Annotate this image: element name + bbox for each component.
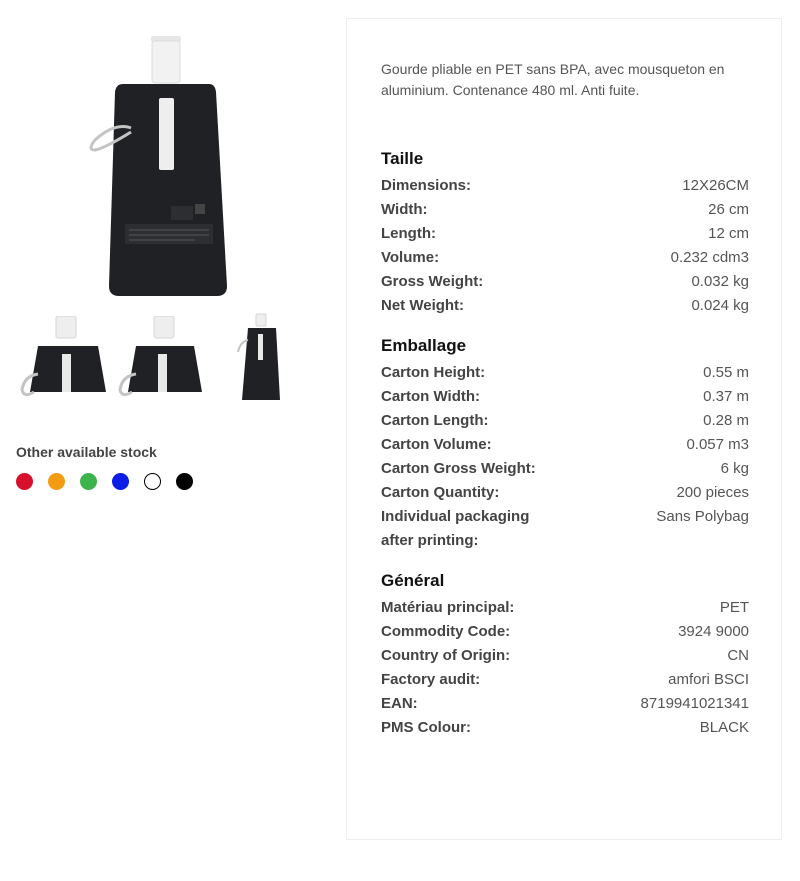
- spec-row: [381, 620, 749, 644]
- spec-value: 12 cm: [708, 225, 749, 242]
- swatch-orange[interactable]: [48, 473, 65, 490]
- spec-row: [381, 174, 749, 198]
- thumbnail-full[interactable]: [234, 312, 286, 404]
- spec-row: [381, 409, 749, 433]
- spec-label: Carton Quantity:: [381, 484, 500, 501]
- spec-value: 0.024 kg: [691, 297, 749, 314]
- spec-label: Carton Length:: [381, 412, 489, 429]
- spec-row: [381, 596, 749, 620]
- thumbnail-front[interactable]: [16, 316, 108, 400]
- spec-label: Carton Gross Weight:: [381, 460, 536, 477]
- spec-label: Commodity Code:: [381, 623, 511, 640]
- spec-label: Carton Width:: [381, 388, 481, 405]
- section-general: [381, 570, 749, 740]
- spec-row: [381, 481, 749, 505]
- spec-row: [381, 361, 749, 385]
- swatch-blue[interactable]: [112, 473, 129, 490]
- spec-value: 0.37 m: [703, 388, 749, 405]
- spec-row: [381, 692, 749, 716]
- spec-row: [381, 198, 749, 222]
- spec-label: Net Weight:: [381, 297, 465, 314]
- spec-value: 6 kg: [720, 460, 749, 477]
- spec-label: Country of Origin:: [381, 647, 511, 664]
- main-product-image: [85, 36, 235, 298]
- spec-label: Volume:: [381, 249, 440, 266]
- spec-value: 8719941021341: [640, 695, 749, 712]
- spec-value: 0.55 m: [703, 364, 749, 381]
- spec-value: CN: [727, 647, 749, 664]
- spec-value: PET: [719, 599, 749, 616]
- spec-row: [381, 433, 749, 457]
- spec-label: PMS Colour:: [381, 719, 471, 736]
- spec-label: Carton Height:: [381, 364, 486, 381]
- section-title: Emballage: [381, 336, 467, 355]
- section-title: Général: [381, 571, 445, 590]
- spec-row: [381, 644, 749, 668]
- spec-row: [381, 222, 749, 246]
- product-details-panel: [346, 18, 782, 840]
- section-taille: [381, 148, 749, 318]
- spec-value: 0.032 kg: [691, 273, 749, 290]
- spec-value: 3924 9000: [678, 623, 749, 640]
- spec-label: Factory audit:: [381, 671, 481, 688]
- section-title: Taille: [381, 149, 424, 168]
- spec-row: [381, 294, 749, 318]
- spec-label: Carton Volume:: [381, 436, 492, 453]
- other-stock-title: Other available stock: [16, 444, 157, 460]
- swatch-red[interactable]: [16, 473, 33, 490]
- spec-row: [381, 668, 749, 692]
- spec-label: Width:: [381, 201, 428, 218]
- swatch-white[interactable]: [144, 473, 161, 490]
- product-description: Gourde pliable en PET sans BPA, avec mousqueton en aluminium. Contenance 480 ml. Anti fuite.: [381, 61, 725, 98]
- spec-row: [381, 505, 749, 553]
- spec-value: 0.232 cdm3: [670, 249, 749, 266]
- spec-value: BLACK: [699, 719, 749, 736]
- spec-label: Individual packaging after printing:: [381, 508, 530, 549]
- spec-value: amfori BSCI: [668, 671, 749, 688]
- spec-row: [381, 457, 749, 481]
- product-gallery: [0, 0, 330, 881]
- spec-value: 26 cm: [708, 201, 749, 218]
- swatch-green[interactable]: [80, 473, 97, 490]
- section-emballage: [381, 335, 749, 553]
- color-swatches: [16, 473, 193, 490]
- spec-row: [381, 246, 749, 270]
- spec-value: 0.057 m3: [686, 436, 749, 453]
- spec-label: Matériau principal:: [381, 599, 515, 616]
- spec-label: Length:: [381, 225, 436, 242]
- spec-value: Sans Polybag: [656, 508, 749, 525]
- spec-row: [381, 270, 749, 294]
- swatch-black[interactable]: [176, 473, 193, 490]
- spec-value: 12X26CM: [682, 177, 749, 194]
- spec-row: [381, 385, 749, 409]
- spec-label: Dimensions:: [381, 177, 472, 194]
- spec-row: [381, 716, 749, 740]
- thumbnail-angle[interactable]: [114, 316, 206, 400]
- spec-value: 0.28 m: [703, 412, 749, 429]
- spec-label: Gross Weight:: [381, 273, 484, 290]
- spec-label: EAN:: [381, 695, 418, 712]
- spec-value: 200 pieces: [676, 484, 749, 501]
